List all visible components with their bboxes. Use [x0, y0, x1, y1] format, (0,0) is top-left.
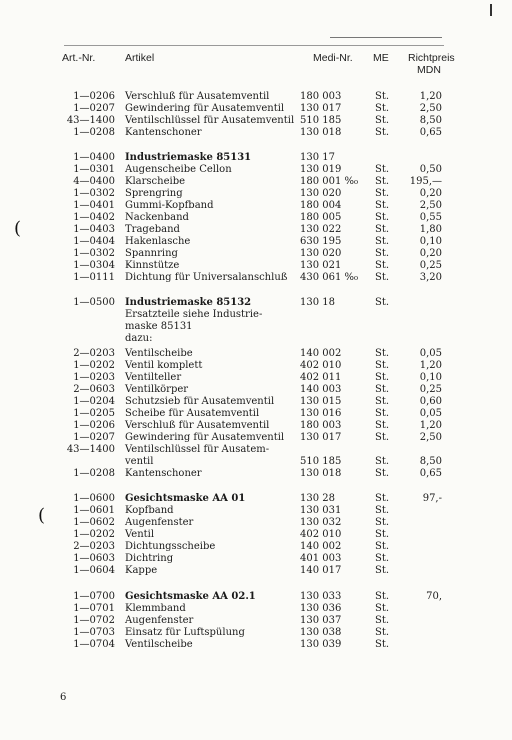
col-header-medi-nr: Medi-Nr.: [313, 52, 353, 64]
table-row: [0, 91, 512, 102]
table-row: [0, 297, 512, 308]
table-row: [0, 639, 512, 650]
art-number: 1—0202: [73, 360, 115, 371]
unit: St.: [375, 408, 390, 419]
medi-number: 130 036: [300, 603, 342, 614]
table-row: [0, 408, 512, 419]
item-name: Trageband: [125, 224, 180, 235]
art-number: 1—0207: [73, 432, 115, 443]
medi-number: 180 003: [300, 91, 342, 102]
unit: St.: [375, 115, 390, 126]
item-name: Ersatzteile siehe Industrie-: [125, 309, 263, 320]
col-header-me: ME: [373, 52, 389, 64]
medi-number: 130 016: [300, 408, 342, 419]
unit: St.: [375, 212, 390, 223]
unit: St.: [375, 541, 390, 552]
col-header-richtpreis: Richtpreis: [408, 52, 455, 64]
header-rule-top: [330, 37, 442, 38]
medi-number: 130 020: [300, 248, 342, 259]
medi-number: 430 061 %₀: [300, 272, 359, 283]
item-name: Ventilteller: [125, 372, 182, 383]
table-row: [0, 505, 512, 516]
price: 195,—: [409, 176, 442, 187]
art-number: 1—0206: [73, 91, 115, 102]
item-name: dazu:: [125, 333, 153, 344]
medi-number: 130 28: [300, 493, 335, 504]
medi-number: 630 195: [300, 236, 342, 247]
item-name: Augenfenster: [125, 615, 194, 626]
table-row: [0, 127, 512, 138]
table-row: [0, 360, 512, 371]
item-name: Ventilscheibe: [125, 348, 193, 359]
art-number: 1—0301: [73, 164, 115, 175]
medi-number: 130 020: [300, 188, 342, 199]
art-number: 1—0202: [73, 529, 115, 540]
medi-number: 130 037: [300, 615, 342, 626]
price: 0,20: [419, 188, 442, 199]
table-row: [0, 615, 512, 626]
price: 1,20: [419, 420, 442, 431]
unit: St.: [375, 224, 390, 235]
art-number: 1—0602: [73, 517, 115, 528]
unit: St.: [375, 272, 390, 283]
item-name: Augenfenster: [125, 517, 194, 528]
table-row: [0, 396, 512, 407]
medi-number: 180 005: [300, 212, 342, 223]
price: 0,60: [419, 396, 442, 407]
art-number: 2—0203: [73, 541, 115, 552]
item-name: Kappe: [125, 565, 158, 576]
price: 2,50: [419, 103, 442, 114]
unit: St.: [375, 553, 390, 564]
unit: St.: [375, 603, 390, 614]
price: 0,25: [419, 260, 442, 271]
table-row: [0, 272, 512, 283]
item-name: Gummi-Kopfband: [125, 200, 214, 211]
table-row: [0, 372, 512, 383]
art-number: 1—0204: [73, 396, 115, 407]
art-number: 1—0302: [73, 188, 115, 199]
medi-number: 130 022: [300, 224, 342, 235]
punch-mark: (: [38, 505, 46, 526]
unit: St.: [375, 348, 390, 359]
medi-number: 402 011: [300, 372, 342, 383]
art-number: 1—0700: [73, 591, 115, 602]
header-rule: [64, 45, 444, 46]
medi-number: 130 031: [300, 505, 342, 516]
table-row: [0, 248, 512, 259]
unit: St.: [375, 91, 390, 102]
price: 70,: [426, 591, 442, 602]
medi-number: 510 185: [300, 456, 342, 467]
art-number: 1—0208: [73, 127, 115, 138]
table-row: [0, 603, 512, 614]
item-name: Industriemaske 85132: [125, 297, 252, 308]
col-header-artikel: Artikel: [125, 52, 155, 64]
price: 0,50: [419, 164, 442, 175]
price: 0,10: [419, 372, 442, 383]
item-name: Nackenband: [125, 212, 189, 223]
medi-number: 180 004: [300, 200, 342, 211]
medi-number: 130 019: [300, 164, 342, 175]
art-number: 2—0603: [73, 384, 115, 395]
table-row: [0, 333, 512, 344]
unit: St.: [375, 260, 390, 271]
unit: St.: [375, 639, 390, 650]
art-number: 1—0603: [73, 553, 115, 564]
art-number: 1—0601: [73, 505, 115, 516]
art-number: 1—0704: [73, 639, 115, 650]
art-number: 1—0403: [73, 224, 115, 235]
item-name: Kantenschoner: [125, 468, 202, 479]
item-name: Augenscheibe Cellon: [125, 164, 232, 175]
table-row: [0, 541, 512, 552]
item-name: ventil: [125, 456, 154, 467]
item-name: maske 85131: [125, 321, 193, 332]
price: 1,80: [419, 224, 442, 235]
unit: St.: [375, 517, 390, 528]
table-row: [0, 565, 512, 576]
medi-number: 130 032: [300, 517, 342, 528]
price: 0,10: [419, 236, 442, 247]
item-name: Ventilkörper: [125, 384, 189, 395]
unit: St.: [375, 236, 390, 247]
unit: St.: [375, 297, 390, 308]
table-row: [0, 420, 512, 431]
unit: St.: [375, 529, 390, 540]
unit: St.: [375, 468, 390, 479]
price: 0,25: [419, 384, 442, 395]
medi-number: 140 003: [300, 384, 342, 395]
medi-number: 130 018: [300, 127, 342, 138]
table-row: [0, 212, 512, 223]
item-name: Kinnstütze: [125, 260, 180, 271]
unit: St.: [375, 127, 390, 138]
unit: St.: [375, 627, 390, 638]
price: 1,20: [419, 91, 442, 102]
unit: St.: [375, 188, 390, 199]
table-row: [0, 309, 512, 320]
item-name: Kantenschoner: [125, 127, 202, 138]
medi-number: 140 002: [300, 348, 342, 359]
medi-number: 130 033: [300, 591, 342, 602]
unit: St.: [375, 396, 390, 407]
item-name: Scheibe für Ausatemventil: [125, 408, 260, 419]
unit: St.: [375, 360, 390, 371]
art-number: 1—0702: [73, 615, 115, 626]
table-row: [0, 384, 512, 395]
unit: St.: [375, 565, 390, 576]
medi-number: 130 039: [300, 639, 342, 650]
price: 0,20: [419, 248, 442, 259]
medi-number: 180 001 %₀: [300, 176, 359, 187]
unit: St.: [375, 505, 390, 516]
table-row: [0, 432, 512, 443]
table-row: [0, 152, 512, 163]
price: 1,20: [419, 360, 442, 371]
art-number: 1—0208: [73, 468, 115, 479]
table-row: [0, 348, 512, 359]
item-name: Klemmband: [125, 603, 186, 614]
art-number: 2—0203: [73, 348, 115, 359]
item-name: Gewindering für Ausatemventil: [125, 103, 285, 114]
table-row: [0, 236, 512, 247]
medi-number: 402 010: [300, 529, 342, 540]
table-row: [0, 164, 512, 175]
item-name: Dichtungsscheibe: [125, 541, 216, 552]
unit: St.: [375, 615, 390, 626]
medi-number: 130 038: [300, 627, 342, 638]
item-name: Ventilschlüssel für Ausatemventil: [125, 115, 295, 126]
medi-number: 510 185: [300, 115, 342, 126]
table-row: [0, 200, 512, 211]
table-row: [0, 493, 512, 504]
table-row: [0, 115, 512, 126]
medi-number: 130 18: [300, 297, 335, 308]
table-row: [0, 553, 512, 564]
item-name: Verschluß für Ausatemventil: [125, 420, 270, 431]
item-name: Schutzsieb für Ausatemventil: [125, 396, 275, 407]
price: 8,50: [419, 456, 442, 467]
item-name: Klarscheibe: [125, 176, 186, 187]
item-name: Verschluß für Ausatemventil: [125, 91, 270, 102]
price: 0,55: [419, 212, 442, 223]
item-name: Ventil komplett: [125, 360, 203, 371]
item-name: Gewindering für Ausatemventil: [125, 432, 285, 443]
unit: St.: [375, 103, 390, 114]
art-number: 1—0205: [73, 408, 115, 419]
page-number: 6: [60, 692, 67, 703]
unit: St.: [375, 591, 390, 602]
price: 0,65: [419, 127, 442, 138]
item-name: Einsatz für Luftspülung: [125, 627, 245, 638]
item-name: Spannring: [125, 248, 178, 259]
medi-number: 402 010: [300, 360, 342, 371]
medi-number: 130 015: [300, 396, 342, 407]
item-name: Kopfband: [125, 505, 174, 516]
item-name: Gesichtsmaske AA 02.1: [125, 591, 256, 602]
price: 2,50: [419, 200, 442, 211]
medi-number: 130 021: [300, 260, 342, 271]
art-number: 1—0500: [73, 297, 115, 308]
table-row: [0, 176, 512, 187]
art-number: 1—0302: [73, 248, 115, 259]
art-number: 1—0304: [73, 260, 115, 271]
medi-number: 130 017: [300, 103, 342, 114]
item-name: Industriemaske 85131: [125, 152, 252, 163]
table-row: [0, 468, 512, 479]
item-name: Ventilscheibe: [125, 639, 193, 650]
item-name: Dichtring: [125, 553, 174, 564]
art-number: 1—0206: [73, 420, 115, 431]
table-row: [0, 103, 512, 114]
medi-number: 180 003: [300, 420, 342, 431]
col-header-mdn: MDN: [417, 64, 441, 76]
art-number: 1—0111: [73, 272, 115, 283]
unit: St.: [375, 372, 390, 383]
price: 8,50: [419, 115, 442, 126]
art-number: 43—1400: [66, 444, 115, 455]
unit: St.: [375, 456, 390, 467]
unit: St.: [375, 384, 390, 395]
medi-number: 401 003: [300, 553, 342, 564]
medi-number: 130 018: [300, 468, 342, 479]
unit: St.: [375, 420, 390, 431]
unit: St.: [375, 200, 390, 211]
art-number: 1—0604: [73, 565, 115, 576]
unit: St.: [375, 176, 390, 187]
art-number: 1—0207: [73, 103, 115, 114]
table-row: [0, 188, 512, 199]
medi-number: 130 017: [300, 432, 342, 443]
item-name: Hakenlasche: [125, 236, 191, 247]
item-name: Sprengring: [125, 188, 183, 199]
price: 3,20: [419, 272, 442, 283]
col-header-art-nr: Art.-Nr.: [62, 52, 96, 64]
art-number: 1—0600: [73, 493, 115, 504]
medi-number: 130 17: [300, 152, 335, 163]
table-row: [0, 591, 512, 602]
scan-mark: [490, 4, 492, 16]
art-number: 1—0401: [73, 200, 115, 211]
unit: St.: [375, 493, 390, 504]
art-number: 4—0400: [73, 176, 115, 187]
art-number: 1—0703: [73, 627, 115, 638]
table-row: [0, 444, 512, 455]
item-name: Ventil: [125, 529, 155, 540]
unit: St.: [375, 248, 390, 259]
medi-number: 140 002: [300, 541, 342, 552]
table-row: [0, 224, 512, 235]
item-name: Dichtung für Universalanschluß: [125, 272, 288, 283]
table-row: [0, 456, 512, 467]
table-row: [0, 529, 512, 540]
price: 0,65: [419, 468, 442, 479]
medi-number: 140 017: [300, 565, 342, 576]
table-row: [0, 321, 512, 332]
art-number: 1—0402: [73, 212, 115, 223]
table-row: [0, 517, 512, 528]
art-number: 1—0203: [73, 372, 115, 383]
art-number: 1—0400: [73, 152, 115, 163]
price: 2,50: [419, 432, 442, 443]
price: 0,05: [419, 348, 442, 359]
price: 97,-: [422, 493, 442, 504]
art-number: 43—1400: [66, 115, 115, 126]
unit: St.: [375, 164, 390, 175]
item-name: Ventilschlüssel für Ausatem-: [125, 444, 270, 455]
price: 0,05: [419, 408, 442, 419]
table-row: [0, 627, 512, 638]
item-name: Gesichtsmaske AA 01: [125, 493, 246, 504]
table-row: [0, 260, 512, 271]
punch-mark: (: [14, 218, 22, 239]
art-number: 1—0404: [73, 236, 115, 247]
art-number: 1—0701: [73, 603, 115, 614]
unit: St.: [375, 432, 390, 443]
